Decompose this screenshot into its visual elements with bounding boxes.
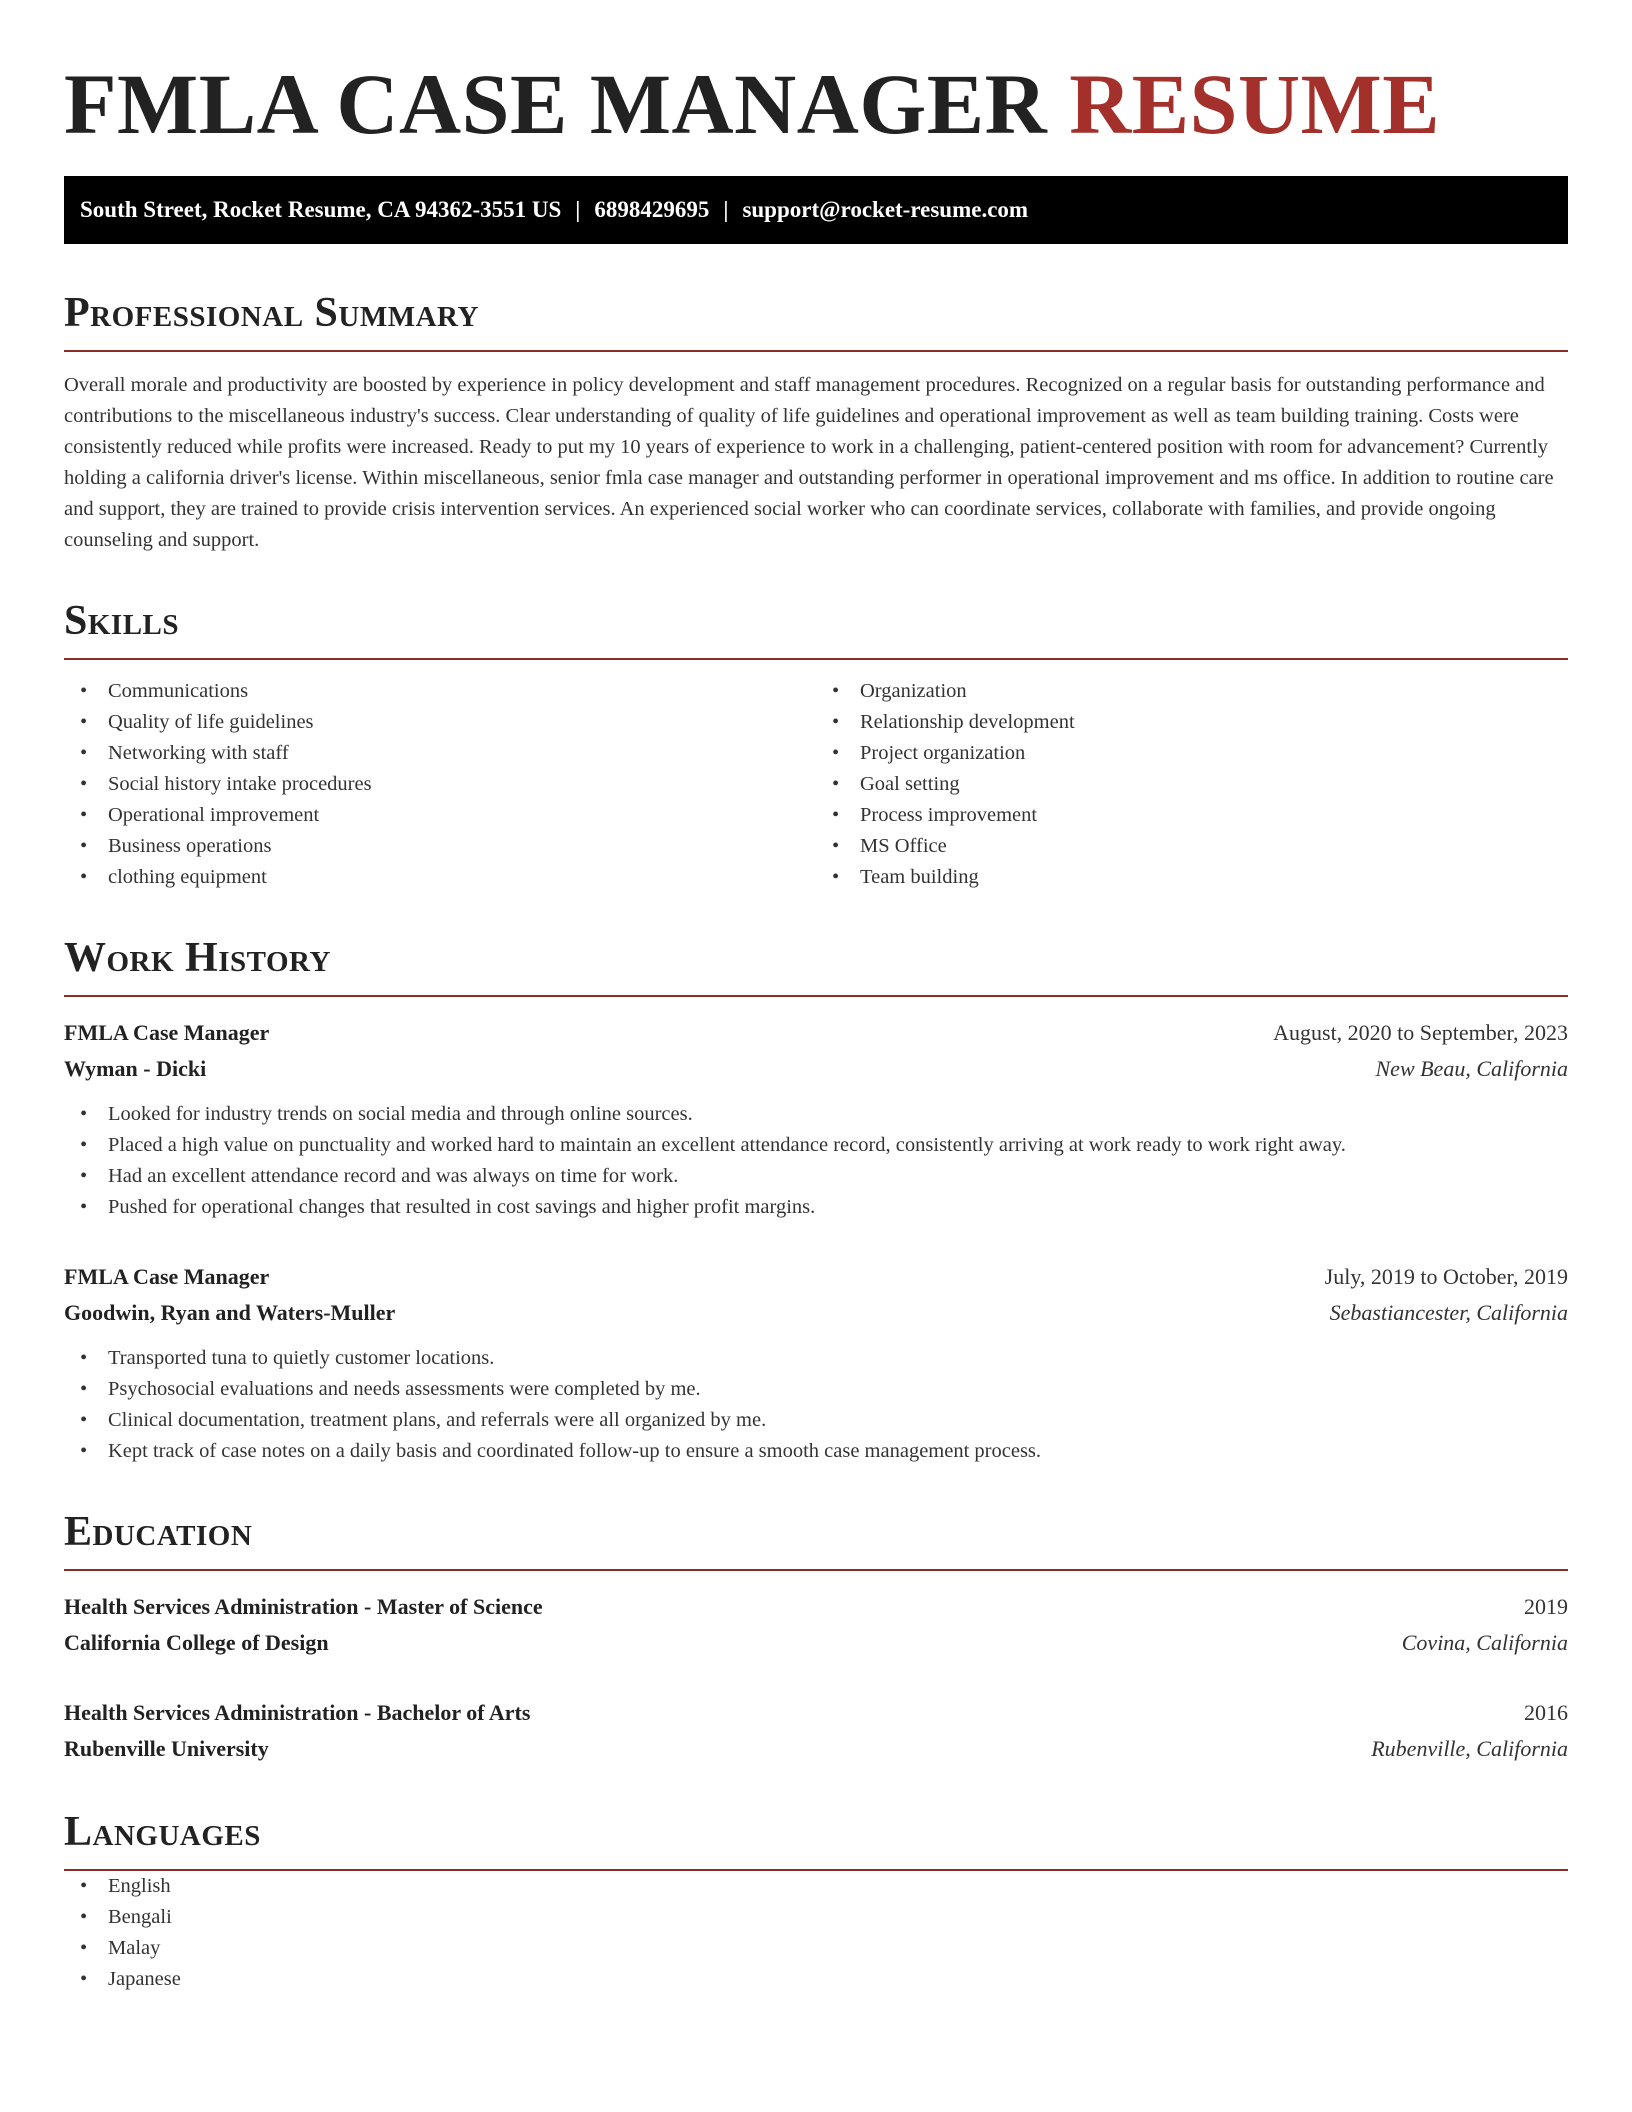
- job-company: Wyman - Dicki: [64, 1056, 207, 1081]
- job-bullet: • Placed a high value on punctuality and worked hard to maintain an excellent attendance record, consistently arriving at work ready to work right away.: [64, 1130, 1568, 1161]
- language-item: • Malay: [64, 1933, 1568, 1964]
- job-title-row: [64, 1259, 1568, 1295]
- skill-item: • MS Office: [816, 831, 1568, 862]
- language-item: • Bengali: [64, 1902, 1568, 1933]
- section-divider: [64, 350, 1568, 352]
- education-year: 2016: [1524, 1700, 1568, 1725]
- skills-section: [64, 596, 1568, 893]
- languages-section: [64, 1807, 1568, 1995]
- language-item: • Japanese: [64, 1964, 1568, 1995]
- education-location: Covina, California: [1401, 1630, 1568, 1655]
- skills-column-left: [64, 676, 816, 893]
- skill-item: • clothing equipment: [64, 862, 816, 893]
- education-degree: Health Services Administration - Master of Science: [64, 1594, 543, 1619]
- title-accent: RESUME: [1069, 56, 1441, 152]
- job-bullets: [64, 1343, 1568, 1467]
- job-company: Goodwin, Ryan and Waters-Muller: [64, 1300, 396, 1325]
- title-main: FMLA CASE MANAGER: [64, 56, 1048, 152]
- contact-address: South Street, Rocket Resume, CA 94362-3551 US: [80, 197, 562, 222]
- job-dates: July, 2019 to October, 2019: [1324, 1264, 1568, 1289]
- section-divider: [64, 1569, 1568, 1571]
- skill-item: • Project organization: [816, 738, 1568, 769]
- job-title: FMLA Case Manager: [64, 1020, 270, 1045]
- job-company-row: [64, 1051, 1568, 1087]
- resume-title: [64, 54, 1568, 154]
- education-entry: [64, 1589, 1568, 1661]
- section-divider: [64, 995, 1568, 997]
- skills-list-left: [64, 676, 816, 893]
- education-degree-row: [64, 1589, 1568, 1625]
- contact-phone[interactable]: 6898429695: [594, 197, 710, 222]
- skill-item: • Goal setting: [816, 769, 1568, 800]
- education-degree: Health Services Administration - Bachelor of Arts: [64, 1700, 531, 1725]
- education-school-row: [64, 1625, 1568, 1661]
- job-company-row: [64, 1295, 1568, 1331]
- job-title: FMLA Case Manager: [64, 1264, 270, 1289]
- job-entry: [64, 1259, 1568, 1467]
- education-school-row: [64, 1731, 1568, 1767]
- education-heading: Education: [64, 1509, 253, 1555]
- job-bullet: • Pushed for operational changes that resulted in cost savings and higher profit margins.: [64, 1192, 1568, 1223]
- skill-item: • Relationship development: [816, 707, 1568, 738]
- skills-heading: Skills: [64, 598, 180, 644]
- skills-list-right: [816, 676, 1568, 893]
- job-bullet: • Clinical documentation, treatment plans, and referrals were all organized by me.: [64, 1405, 1568, 1436]
- job-location: New Beau, California: [1375, 1056, 1568, 1081]
- skills-column-right: [816, 676, 1568, 893]
- skill-item: • Social history intake procedures: [64, 769, 816, 800]
- skill-item: • Organization: [816, 676, 1568, 707]
- education-school: Rubenville University: [64, 1736, 269, 1761]
- education-entry: [64, 1695, 1568, 1767]
- skill-item: • Communications: [64, 676, 816, 707]
- contact-separator: |: [575, 197, 581, 222]
- job-location: Sebastiancester, California: [1329, 1300, 1568, 1325]
- job-entry: [64, 1015, 1568, 1223]
- skill-item: • Team building: [816, 862, 1568, 893]
- summary-heading: Professional Summary: [64, 290, 479, 336]
- education-degree-row: [64, 1695, 1568, 1731]
- skill-item: • Operational improvement: [64, 800, 816, 831]
- education-location: Rubenville, California: [1371, 1736, 1568, 1761]
- contact-bar: [64, 176, 1568, 244]
- languages-heading: Languages: [64, 1809, 261, 1855]
- skill-item: • Business operations: [64, 831, 816, 862]
- skills-columns: [64, 676, 1568, 893]
- job-bullet: • Transported tuna to quietly customer locations.: [64, 1343, 1568, 1374]
- languages-list: [64, 1871, 1568, 1995]
- education-section: [64, 1507, 1568, 1767]
- summary-section: [64, 288, 1568, 556]
- summary-text: Overall morale and productivity are boosted by experience in policy development and staff management procedures. Recognized on a regular basis for outstanding performance and contributions to the miscellaneous industry's success. Clear understanding of quality of life guidelines and operational improvement as well as team building training. Costs were consistently reduced while profits were increased. Ready to put my 10 years of experience to work in a challenging, patient-centered position with room for advancement? Currently holding a california driver's license. Within miscellaneous, senior fmla case manager and outstanding performer in operational improvement and ms office. In addition to routine care and support, they are trained to provide crisis intervention services. An experienced social worker who can coordinate services, collaborate with families, and provide ongoing counseling and support.: [64, 374, 1554, 551]
- language-item: • English: [64, 1871, 1568, 1902]
- job-bullet: • Looked for industry trends on social media and through online sources.: [64, 1099, 1568, 1130]
- contact-separator: |: [723, 197, 729, 222]
- job-bullet: • Had an excellent attendance record and was always on time for work.: [64, 1161, 1568, 1192]
- work-history-heading: Work History: [64, 935, 331, 981]
- job-title-row: [64, 1015, 1568, 1051]
- section-divider: [64, 658, 1568, 660]
- work-history-section: [64, 933, 1568, 1467]
- contact-email[interactable]: support@rocket-resume.com: [742, 197, 1029, 222]
- skill-item: • Process improvement: [816, 800, 1568, 831]
- education-year: 2019: [1524, 1594, 1568, 1619]
- job-bullet: • Kept track of case notes on a daily basis and coordinated follow-up to ensure a smooth case management process.: [64, 1436, 1568, 1467]
- education-school: California College of Design: [64, 1630, 329, 1655]
- skill-item: • Quality of life guidelines: [64, 707, 816, 738]
- job-dates: August, 2020 to September, 2023: [1273, 1020, 1568, 1045]
- skill-item: • Networking with staff: [64, 738, 816, 769]
- job-bullet: • Psychosocial evaluations and needs assessments were completed by me.: [64, 1374, 1568, 1405]
- job-bullets: [64, 1099, 1568, 1223]
